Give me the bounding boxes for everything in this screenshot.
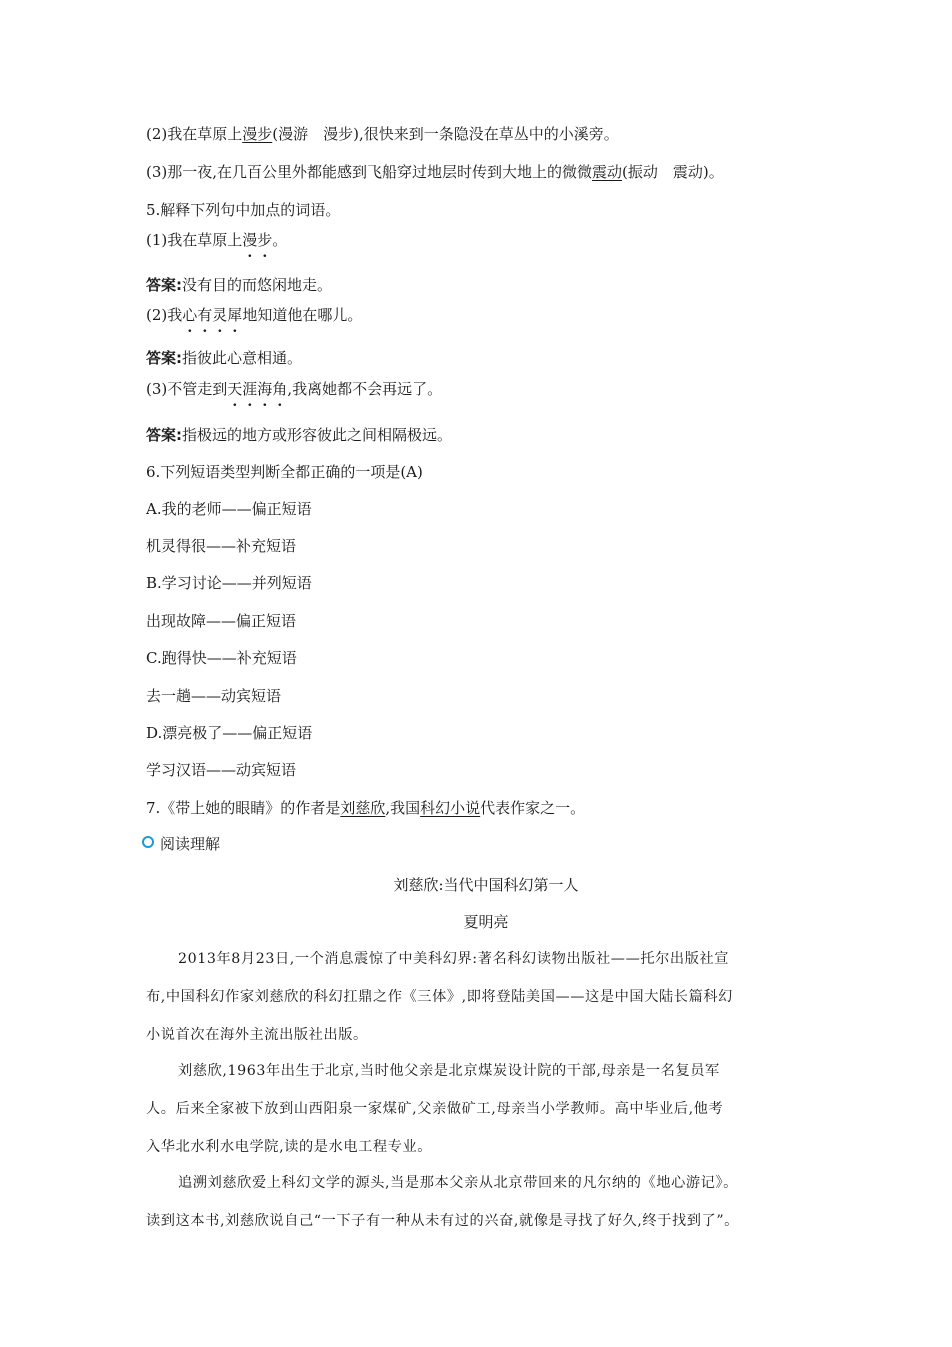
answer-text: 指彼此心意相通。 — [182, 349, 303, 367]
q5-s3-pre: (3)不管走到 — [146, 380, 228, 398]
answer-text: 指极远的地方或形容彼此之间相隔极远。 — [182, 426, 453, 444]
dotted-char: 步 — [257, 231, 273, 249]
q5-s3-post: ,我离她都不会再远了。 — [287, 380, 443, 398]
q6-option-line: A.我的老师——偏正短语 — [146, 500, 312, 518]
q4-item-3-post: (振动 震动)。 — [622, 163, 724, 181]
paragraph-line — [146, 1016, 826, 1054]
paragraph-text: 2013年8月23日,一个消息震惊了中美科幻界:著名科幻读物出版社——托尔出版社宣 — [178, 951, 730, 967]
article-author: 夏明亮 — [463, 913, 509, 931]
q4-item-2-post: (漫游 漫步),很快来到一条隐没在草丛中的小溪旁。 — [272, 125, 619, 143]
paragraph-text: 小说首次在海外主流出版社出版。 — [146, 1027, 368, 1043]
q5-s1-pre: (1)我在草原上 — [146, 231, 243, 249]
article-title: 刘慈欣:当代中国科幻第一人 — [393, 876, 579, 894]
q6-option-line: B.学习讨论——并列短语 — [146, 574, 312, 592]
q5-answer-3 — [146, 424, 452, 446]
paragraph-text: 布,中国科幻作家刘慈欣的科幻扛鼎之作《三体》,即将登陆美国——这是中国大陆长篇科幻 — [146, 989, 733, 1005]
q6-option-line: 学习汉语——动宾短语 — [146, 761, 297, 779]
paragraph-line — [146, 1164, 826, 1202]
q4-item-2-answer: 漫步 — [242, 125, 273, 143]
q5-answer-1 — [146, 274, 332, 296]
dotted-char: 灵 — [212, 306, 228, 324]
paragraph-line — [146, 1052, 826, 1090]
q5-s2-pre: (2)我 — [146, 306, 183, 324]
q7-answer-author: 刘慈欣 — [340, 799, 386, 817]
q5-sentence-2 — [146, 304, 362, 326]
q6-title: 6.下列短语类型判断全都正确的一项是(A) — [146, 463, 423, 481]
q7-mid: ,我国 — [385, 799, 421, 817]
q4-item-3 — [146, 161, 724, 183]
dotted-char: 海 — [257, 380, 273, 398]
dotted-char: 涯 — [242, 380, 258, 398]
dotted-char: 漫 — [242, 231, 258, 249]
q5-title: 5.解释下列句中加点的词语。 — [146, 201, 341, 219]
q6-option-line: C.跑得快——补充短语 — [146, 649, 297, 667]
answer-text: 没有目的而悠闲地走。 — [182, 276, 333, 294]
q6-option-line: 机灵得很——补充短语 — [146, 537, 297, 555]
q5-s2-post: 地知道他在哪儿。 — [242, 306, 363, 324]
q7-line — [146, 797, 585, 819]
q7-answer-genre: 科幻小说 — [420, 799, 481, 817]
q5-s1-post: 。 — [272, 231, 288, 249]
q6-option-line: 去一趟——动宾短语 — [146, 687, 282, 705]
paragraph-line — [146, 1128, 826, 1166]
q6-option-line: 出现故障——偏正短语 — [146, 612, 297, 630]
article-paragraph-2 — [146, 1052, 826, 1166]
dotted-char: 心 — [182, 306, 198, 324]
paragraph-text: 读到这本书,刘慈欣说自己“一下子有一种从未有过的兴奋,就像是寻找了好久,终于找到了”。 — [146, 1213, 739, 1229]
paragraph-line — [146, 978, 826, 1016]
paragraph-text: 追溯刘慈欣爱上科幻文学的源头,当是那本父亲从北京带回来的凡尔纳的《地心游记》。 — [178, 1175, 738, 1191]
q4-item-2 — [146, 123, 619, 145]
paragraph-text: 人。后来全家被下放到山西阳泉一家煤矿,父亲做矿工,母亲当小学教师。高中毕业后,他考 — [146, 1101, 724, 1117]
dotted-char: 有 — [197, 306, 213, 324]
section-title: 阅读理解 — [160, 835, 221, 853]
answer-label: 答案: — [146, 276, 182, 294]
circle-bullet-icon — [142, 836, 154, 848]
article-paragraph-3 — [146, 1164, 826, 1240]
q5-answer-2 — [146, 347, 302, 369]
q6-option-line: D.漂亮极了——偏正短语 — [146, 724, 313, 742]
article-paragraph-1 — [146, 940, 826, 1054]
q5-sentence-1 — [146, 229, 287, 251]
q5-sentence-3 — [146, 378, 442, 400]
dotted-char: 天 — [227, 380, 243, 398]
dotted-char: 犀 — [227, 306, 243, 324]
paragraph-line — [146, 1090, 826, 1128]
answer-label: 答案: — [146, 426, 182, 444]
paragraph-text: 入华北水利水电学院,读的是水电工程专业。 — [146, 1139, 433, 1155]
q7-pre: 7.《带上她的眼睛》的作者是 — [146, 799, 341, 817]
q4-item-3-answer: 震动 — [592, 163, 623, 181]
q4-item-3-pre: (3)那一夜,在几百公里外都能感到飞船穿过地层时传到大地上的微微 — [146, 163, 593, 181]
paragraph-line — [146, 1202, 826, 1240]
paragraph-line — [146, 940, 826, 978]
q7-post: 代表作家之一。 — [480, 799, 586, 817]
answer-label: 答案: — [146, 349, 182, 367]
q4-item-2-pre: (2)我在草原上 — [146, 125, 243, 143]
dotted-char: 角 — [272, 380, 288, 398]
section-heading — [142, 833, 220, 855]
paragraph-text: 刘慈欣,1963年出生于北京,当时他父亲是北京煤炭设计院的干部,母亲是一名复员军 — [178, 1063, 720, 1079]
